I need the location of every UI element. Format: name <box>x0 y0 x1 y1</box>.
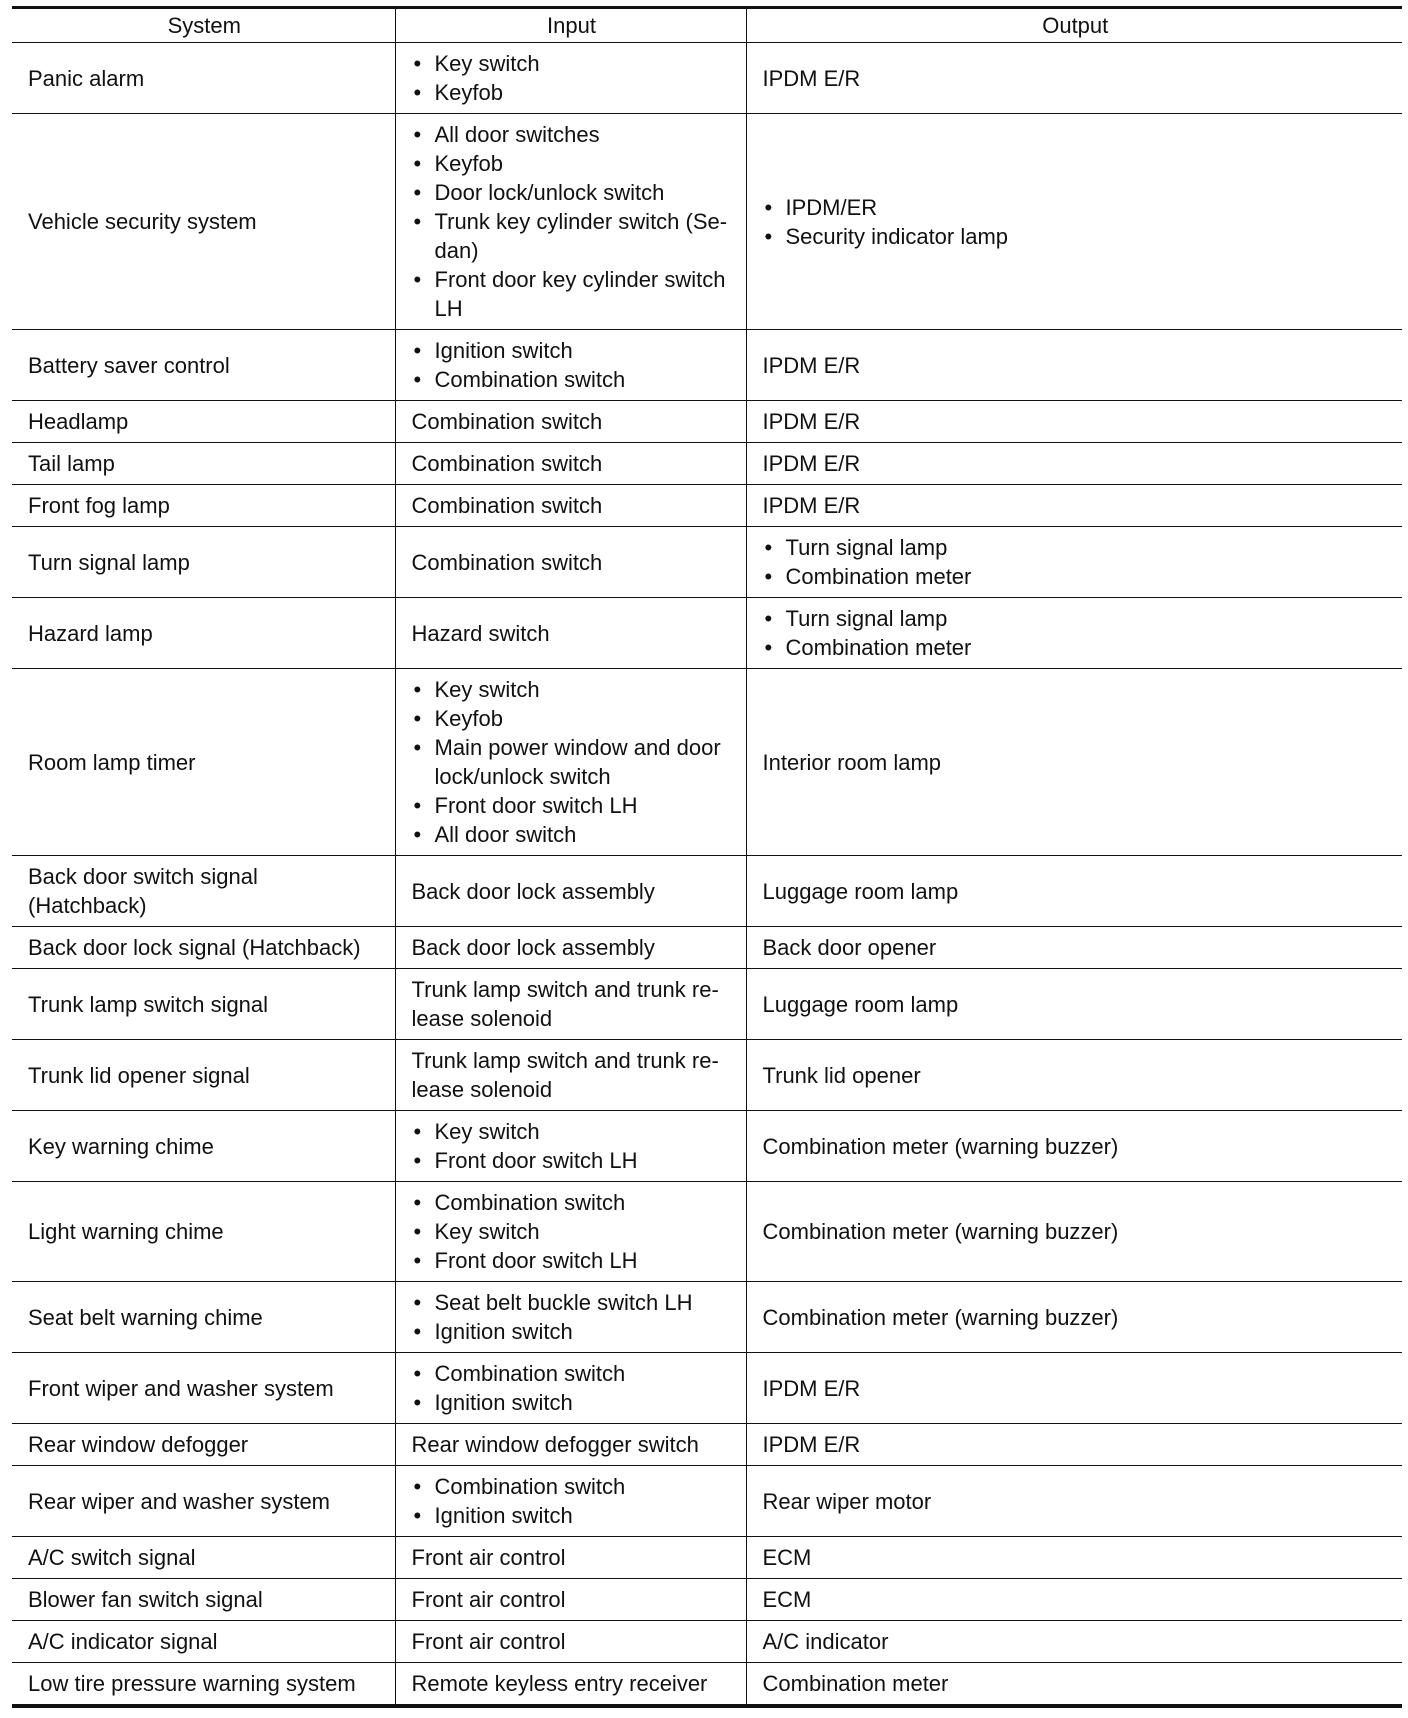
input-bullet-item: • Key switch <box>412 675 732 704</box>
input-cell <box>395 1111 746 1182</box>
output-cell: Combination meter (warning buzzer) <box>746 1282 1402 1353</box>
header-row <box>12 8 1402 43</box>
table-row <box>12 114 1402 330</box>
table-row <box>12 485 1402 527</box>
output-cell: ECM <box>746 1537 1402 1579</box>
system-cell: Battery saver control <box>12 330 395 401</box>
input-cell <box>395 1282 746 1353</box>
system-cell: Seat belt warning chime <box>12 1282 395 1353</box>
input-cell <box>395 1466 746 1537</box>
output-cell <box>746 114 1402 330</box>
system-cell: Hazard lamp <box>12 598 395 669</box>
table-row <box>12 330 1402 401</box>
column-header-output: Output <box>746 8 1402 43</box>
table-row <box>12 1537 1402 1579</box>
output-cell: IPDM E/R <box>746 443 1402 485</box>
input-cell: Combination switch <box>395 485 746 527</box>
output-bullet-item: • Turn signal lamp <box>763 604 1389 633</box>
input-cell: Remote keyless entry receiver <box>395 1663 746 1707</box>
output-cell: Back door opener <box>746 927 1402 969</box>
output-bullet-item: • Turn signal lamp <box>763 533 1389 562</box>
table-row <box>12 443 1402 485</box>
input-bullet-list <box>412 336 732 394</box>
table-row <box>12 856 1402 927</box>
output-bullet-list <box>763 193 1389 251</box>
input-bullet-item: • Ignition switch <box>412 1317 732 1346</box>
output-cell: IPDM E/R <box>746 1353 1402 1424</box>
output-cell: Combination meter (warning buzzer) <box>746 1111 1402 1182</box>
system-cell: Back door switch signal (Hatchback) <box>12 856 395 927</box>
column-header-input: Input <box>395 8 746 43</box>
output-cell: Interior room lamp <box>746 669 1402 856</box>
table-row <box>12 1466 1402 1537</box>
table-row <box>12 1040 1402 1111</box>
input-bullet-list <box>412 675 732 849</box>
system-cell: Low tire pressure warning system <box>12 1663 395 1707</box>
input-cell <box>395 43 746 114</box>
input-bullet-item: • Front door switch LH <box>412 1146 732 1175</box>
output-cell: IPDM E/R <box>746 401 1402 443</box>
input-bullet-list <box>412 1359 732 1417</box>
input-bullet-item: • Keyfob <box>412 149 732 178</box>
table-row <box>12 1282 1402 1353</box>
table-row <box>12 1111 1402 1182</box>
system-cell: Blower fan switch signal <box>12 1579 395 1621</box>
system-cell: Rear window defogger <box>12 1424 395 1466</box>
input-bullet-item: • Seat belt buckle switch LH <box>412 1288 732 1317</box>
output-cell <box>746 598 1402 669</box>
input-cell: Back door lock assembly <box>395 856 746 927</box>
input-bullet-list <box>412 1188 732 1275</box>
input-cell: Trunk lamp switch and trunk re-lease solenoid <box>395 969 746 1040</box>
input-cell: Rear window defogger switch <box>395 1424 746 1466</box>
table-row <box>12 1579 1402 1621</box>
input-cell <box>395 1353 746 1424</box>
column-header-system: System <box>12 8 395 43</box>
output-cell: A/C indicator <box>746 1621 1402 1663</box>
system-cell: A/C switch signal <box>12 1537 395 1579</box>
system-cell: Key warning chime <box>12 1111 395 1182</box>
output-bullet-list <box>763 533 1389 591</box>
input-bullet-item: • Keyfob <box>412 704 732 733</box>
input-cell: Front air control <box>395 1537 746 1579</box>
input-bullet-item: • Front door switch LH <box>412 791 732 820</box>
system-cell: Room lamp timer <box>12 669 395 856</box>
table-row <box>12 598 1402 669</box>
system-cell: Trunk lamp switch signal <box>12 969 395 1040</box>
input-cell <box>395 330 746 401</box>
input-cell: Back door lock assembly <box>395 927 746 969</box>
output-cell: ECM <box>746 1579 1402 1621</box>
input-cell: Combination switch <box>395 401 746 443</box>
output-cell: Combination meter (warning buzzer) <box>746 1182 1402 1282</box>
table-row <box>12 1424 1402 1466</box>
input-bullet-item: • Combination switch <box>412 1359 732 1388</box>
input-cell <box>395 1182 746 1282</box>
input-bullet-item: • Keyfob <box>412 78 732 107</box>
input-bullet-list <box>412 49 732 107</box>
system-cell: Turn signal lamp <box>12 527 395 598</box>
output-bullet-item: • Security indicator lamp <box>763 222 1389 251</box>
table-row <box>12 1353 1402 1424</box>
input-bullet-item: • Trunk key cylinder switch (Se-dan) <box>412 207 732 265</box>
input-bullet-item: • Ignition switch <box>412 1501 732 1530</box>
table-row <box>12 43 1402 114</box>
table-row <box>12 1182 1402 1282</box>
input-bullet-item: • All door switches <box>412 120 732 149</box>
output-cell: IPDM E/R <box>746 1424 1402 1466</box>
system-cell: Back door lock signal (Hatchback) <box>12 927 395 969</box>
input-bullet-item: • Key switch <box>412 1217 732 1246</box>
system-cell: Tail lamp <box>12 443 395 485</box>
input-bullet-item: • Front door switch LH <box>412 1246 732 1275</box>
system-cell: Headlamp <box>12 401 395 443</box>
input-cell: Combination switch <box>395 527 746 598</box>
table-body <box>12 43 1402 1707</box>
input-bullet-item: • Key switch <box>412 1117 732 1146</box>
input-bullet-item: • Ignition switch <box>412 336 732 365</box>
output-cell: IPDM E/R <box>746 330 1402 401</box>
table-row <box>12 1663 1402 1707</box>
input-bullet-item: • Door lock/unlock switch <box>412 178 732 207</box>
output-bullet-item: • IPDM/ER <box>763 193 1389 222</box>
input-cell: Combination switch <box>395 443 746 485</box>
input-bullet-list <box>412 1288 732 1346</box>
table-row <box>12 527 1402 598</box>
input-cell: Trunk lamp switch and trunk re-lease solenoid <box>395 1040 746 1111</box>
output-bullet-list <box>763 604 1389 662</box>
output-bullet-item: • Combination meter <box>763 633 1389 662</box>
system-cell: Light warning chime <box>12 1182 395 1282</box>
output-bullet-item: • Combination meter <box>763 562 1389 591</box>
output-cell: Luggage room lamp <box>746 856 1402 927</box>
system-cell: Panic alarm <box>12 43 395 114</box>
table-row <box>12 927 1402 969</box>
input-bullet-list <box>412 1472 732 1530</box>
table-row <box>12 669 1402 856</box>
system-cell: Rear wiper and washer system <box>12 1466 395 1537</box>
output-cell <box>746 527 1402 598</box>
input-bullet-item: • Combination switch <box>412 1188 732 1217</box>
output-cell: Trunk lid opener <box>746 1040 1402 1111</box>
input-bullet-item: • Combination switch <box>412 365 732 394</box>
input-bullet-list <box>412 1117 732 1175</box>
input-cell <box>395 114 746 330</box>
table-row <box>12 969 1402 1040</box>
output-cell: IPDM E/R <box>746 485 1402 527</box>
input-bullet-item: • Main power window and door lock/unlock switch <box>412 733 732 791</box>
input-cell: Front air control <box>395 1621 746 1663</box>
input-bullet-list <box>412 120 732 323</box>
system-cell: Front fog lamp <box>12 485 395 527</box>
input-bullet-item: • Ignition switch <box>412 1388 732 1417</box>
system-cell: Front wiper and washer system <box>12 1353 395 1424</box>
output-cell: Rear wiper motor <box>746 1466 1402 1537</box>
input-cell: Front air control <box>395 1579 746 1621</box>
table-row <box>12 1621 1402 1663</box>
output-cell: IPDM E/R <box>746 43 1402 114</box>
input-bullet-item: • Key switch <box>412 49 732 78</box>
system-cell: A/C indicator signal <box>12 1621 395 1663</box>
system-cell: Vehicle security system <box>12 114 395 330</box>
table-row <box>12 401 1402 443</box>
system-io-table <box>12 6 1402 1708</box>
output-cell: Combination meter <box>746 1663 1402 1707</box>
system-cell: Trunk lid opener signal <box>12 1040 395 1111</box>
input-bullet-item: • Front door key cylinder switch LH <box>412 265 732 323</box>
input-cell <box>395 669 746 856</box>
input-bullet-item: • All door switch <box>412 820 732 849</box>
input-bullet-item: • Combination switch <box>412 1472 732 1501</box>
output-cell: Luggage room lamp <box>746 969 1402 1040</box>
input-cell: Hazard switch <box>395 598 746 669</box>
